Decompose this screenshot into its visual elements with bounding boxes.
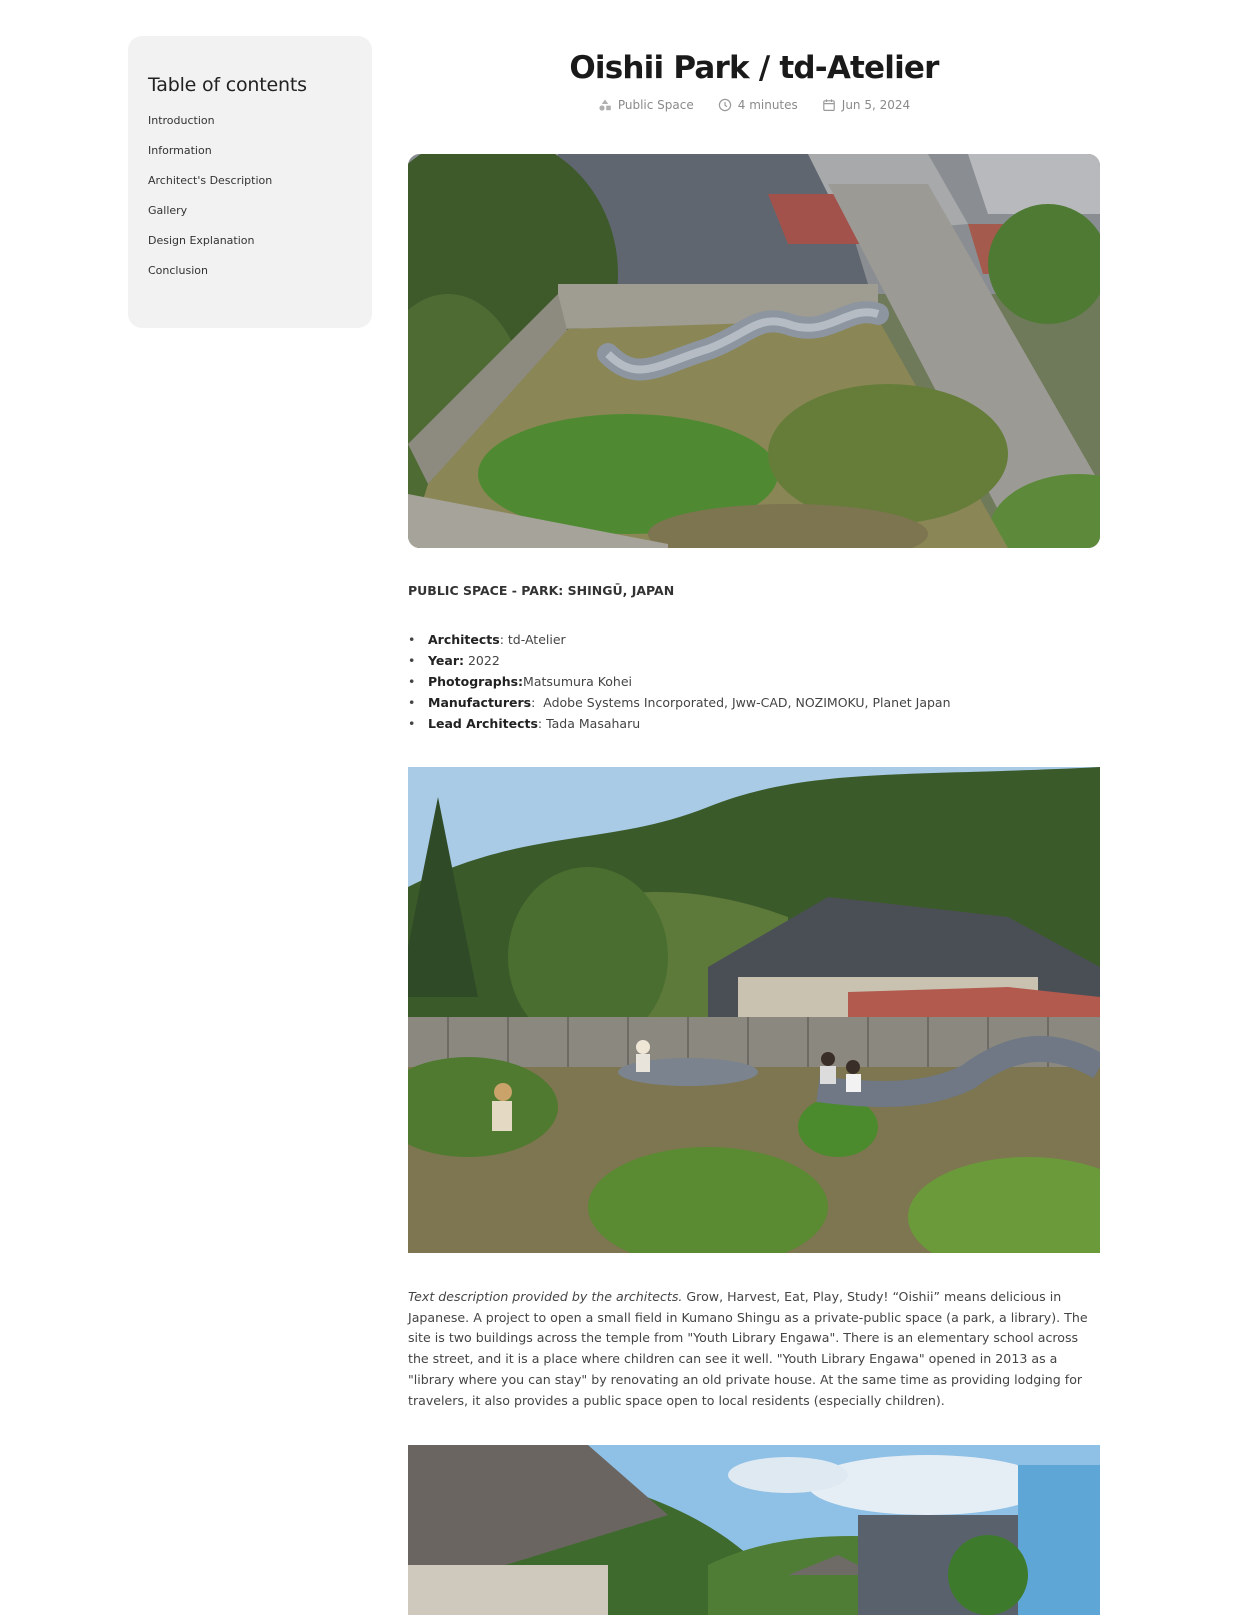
meta-read-time bbox=[718, 98, 798, 112]
toc-item-design-explanation[interactable]: Design Explanation bbox=[148, 234, 255, 247]
toc-item-introduction[interactable]: Introduction bbox=[148, 114, 215, 127]
project-facts bbox=[408, 630, 1100, 735]
meta-category[interactable] bbox=[598, 98, 694, 112]
meta-category-label: Public Space bbox=[617, 98, 694, 112]
calendar-icon bbox=[822, 98, 836, 112]
article bbox=[408, 0, 1100, 1615]
page-title: Oishii Park / td-Atelier bbox=[569, 50, 939, 86]
garden-photo bbox=[408, 767, 1100, 1253]
fact-lead-architects: • Lead Architects: Tada Masaharu bbox=[408, 714, 1100, 735]
clock-icon bbox=[718, 98, 732, 112]
meta-read-time-label: 4 minutes bbox=[737, 98, 798, 112]
fact-manufacturers: • Manufacturers: Adobe Systems Incorporated, Jww-CAD, NOZIMOKU, Planet Japan bbox=[408, 693, 1100, 714]
toc-title: Table of contents bbox=[148, 74, 307, 96]
table-of-contents bbox=[128, 36, 372, 328]
toc-list bbox=[148, 114, 372, 294]
street-photo bbox=[408, 1445, 1100, 1615]
toc-item-information[interactable]: Information bbox=[148, 144, 212, 157]
meta-date-label: Jun 5, 2024 bbox=[841, 98, 911, 112]
toc-item-architects-description[interactable]: Architect's Description bbox=[148, 174, 273, 187]
toc-item-conclusion[interactable]: Conclusion bbox=[148, 264, 208, 277]
section-label: PUBLIC SPACE - PARK: SHINGŪ, JAPAN bbox=[408, 583, 675, 598]
fact-architects: • Architects: td-Atelier bbox=[408, 630, 1100, 651]
fact-photographs: • Photographs:Matsumura Kohei bbox=[408, 672, 1100, 693]
fact-year: • Year: 2022 bbox=[408, 651, 1100, 672]
category-shapes-icon bbox=[598, 98, 612, 112]
architect-description: Text description provided by the architects. Grow, Harvest, Eat, Play, Study! “Oishii” means delicious in Japanese. A project to open a small field in Kumano Shingu as a private-public space (a park, a library). The site is two buildings across the temple from "Youth Library Engawa". There is an elementary school across the street, and it is a place where children can see it well. "Youth Library Engawa" opened in 2013 as a "library where you can stay" by renovating an old private house. At the same time as providing lodging for travelers, it also provides a public space open to local residents (especially children). bbox=[408, 1289, 1088, 1408]
article-meta bbox=[408, 97, 1100, 113]
toc-item-gallery[interactable]: Gallery bbox=[148, 204, 188, 217]
meta-date bbox=[822, 98, 910, 112]
hero-photo bbox=[408, 154, 1100, 548]
